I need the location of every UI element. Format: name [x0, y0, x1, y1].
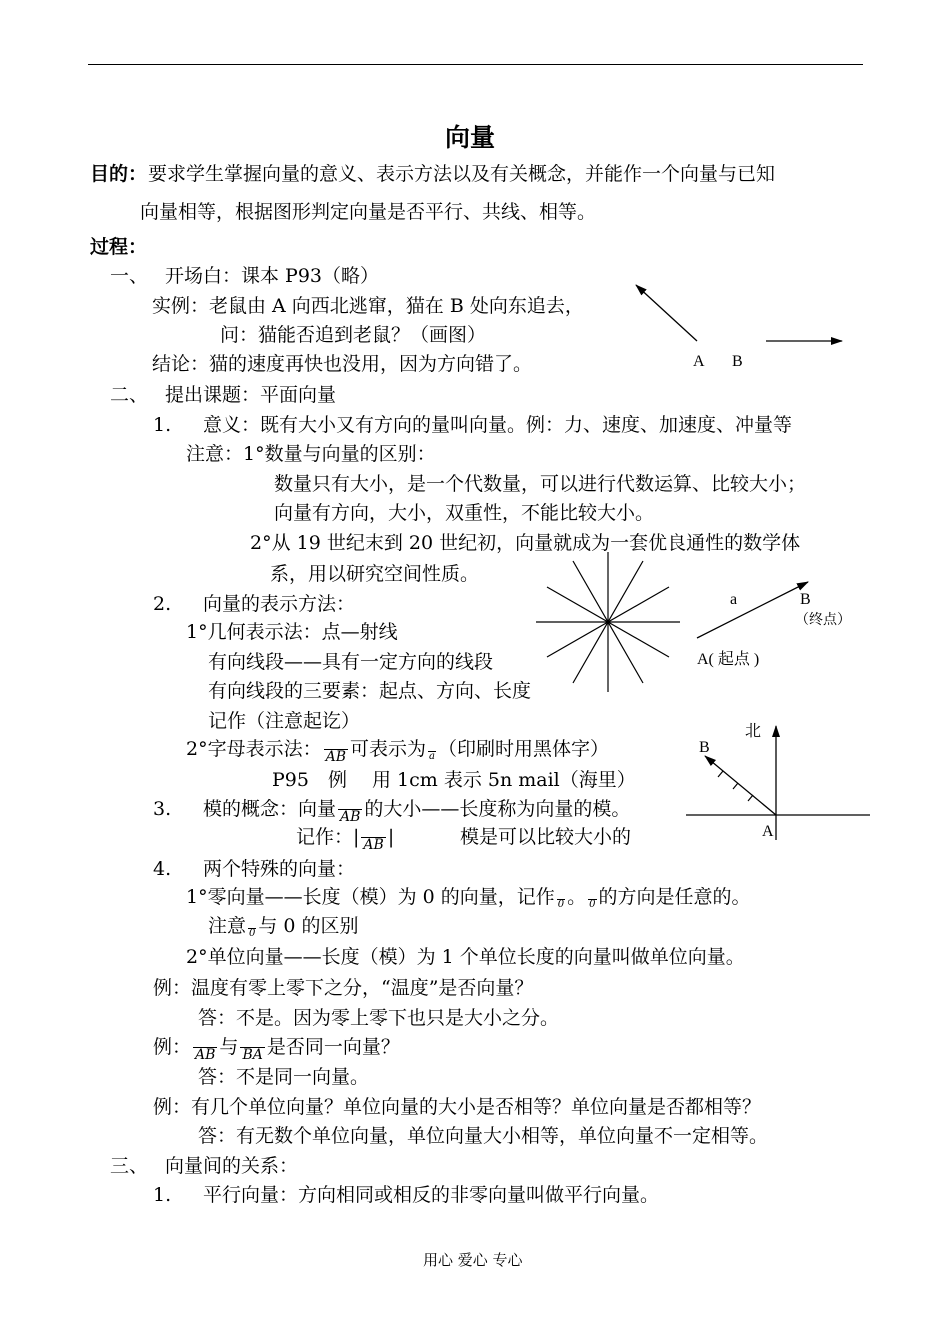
zero-note-post: 与 0 的区别 [258, 915, 359, 937]
s2-p1-text: 意义：既有大小又有方向的量叫向量。例：力、速度、加速度、冲量等 [203, 414, 793, 436]
vector-arrow-a [697, 582, 808, 638]
vector-ab: AB [363, 837, 384, 853]
fig4-label-b: B [699, 739, 710, 756]
process-label: 过程： [90, 236, 148, 258]
fig3-label-a: a [730, 591, 738, 608]
figure-ray-star [536, 552, 680, 692]
letter-mid: 可表示为 [350, 738, 427, 760]
vector-ab: AB [195, 1047, 216, 1063]
vector-zero: 0 [557, 899, 565, 910]
example-2-answer: 答：不是同一向量。 [198, 1066, 370, 1088]
zero-post: 的方向是任意的。 [598, 886, 751, 908]
section-1-question: 问：猫能否追到老鼠？（画图） [220, 324, 487, 346]
vector-ba: BA [242, 1047, 263, 1063]
fig3-label-end: （终点） [795, 613, 851, 628]
figure-directed-segment [697, 582, 851, 668]
fig3-label-b: B [800, 591, 811, 608]
s2-p2-three: 有向线段的三要素：起点、方向、长度 [208, 680, 532, 702]
figure-mouse-cat [636, 285, 842, 370]
mouse-direction-arrow [636, 285, 697, 341]
s2-p2-number: 2. [153, 593, 172, 615]
purpose-label: 目的： [90, 163, 148, 185]
s2-p4-heading: 两个特殊的向量： [203, 858, 356, 880]
s2-p3-number: 3. [153, 798, 172, 820]
fig1-label-a: A [693, 353, 705, 370]
s2-p1-n2b: 系，用以研究空间性质。 [270, 563, 480, 585]
ex2-post: 是否同一向量？ [266, 1036, 400, 1058]
vector-zero: 0 [589, 899, 596, 910]
page-title: 向量 [445, 123, 496, 152]
fig3-label-start: A( 起点 ) [697, 651, 760, 668]
section-1-heading: 开场白：课本 P93（略） [165, 265, 380, 287]
s2-p1-n1b: 向量有方向，大小，双重性，不能比较大小。 [274, 502, 655, 524]
example-1-answer: 答：不是。因为零上零下也只是大小之分。 [198, 1007, 560, 1029]
s2-p2-p95: P95 例 用 1cm 表示 5n mail（海里） [272, 769, 636, 791]
zero-pre: 1°零向量——长度（模）为 0 的向量，记作 [186, 886, 555, 908]
section-1-conclusion: 结论：猫的速度再快也没用，因为方向错了。 [152, 353, 533, 375]
purpose-line-2: 向量相等，根据图形判定向量是否平行、共线、相等。 [140, 201, 597, 223]
vector-ab: AB [340, 809, 361, 825]
fig4-label-north: 北 [745, 723, 762, 740]
zero-note-pre: 注意 [208, 915, 247, 937]
s2-p1-n1a: 数量只有大小，是一个代数量，可以进行代数运算、比较大小； [274, 473, 807, 495]
example-3-question: 例：有几个单位向量？单位向量的大小是否相等？单位向量是否都相等？ [153, 1096, 762, 1118]
modulus-pre: 模的概念：向量 [203, 798, 337, 820]
vector-ab: AB [325, 749, 346, 765]
s2-p3-note-tail: 模是可以比较大小的 [460, 826, 632, 848]
purpose-line-1: 要求学生掌握向量的意义、表示方法以及有关概念，并能作一个向量与已知 [148, 163, 776, 185]
ex2-mid: 与 [219, 1036, 239, 1058]
s2-p2-geo: 1°几何表示法：点—射线 [186, 621, 398, 643]
example-1-question: 例：温度有零上零下之分，“温度”是否向量？ [153, 977, 534, 999]
modulus-post: 的大小——长度称为向量的模。 [364, 798, 631, 820]
section-2-heading: 提出课题：平面向量 [165, 384, 337, 406]
s2-p4-number: 4. [153, 858, 172, 880]
vector-zero: 0 [249, 928, 256, 939]
s2-p2-heading: 向量的表示方法： [203, 593, 356, 615]
vector-ab-arrow [705, 756, 776, 815]
s2-p2-seg: 有向线段——具有一定方向的线段 [208, 651, 494, 673]
vector-a: a [429, 751, 435, 762]
s3-p1-text: 平行向量：方向相同或相反的非零向量叫做平行向量。 [203, 1184, 660, 1206]
s2-p1-note: 注意：1°数量与向量的区别： [186, 443, 436, 465]
zero-mid: 。 [567, 886, 587, 908]
letter-prefix: 2°字母表示法： [186, 738, 322, 760]
s2-p1-n2a: 2°从 19 世纪末到 20 世纪初，向量就成为一套优良通性的数学体 [250, 532, 801, 554]
section-3-heading: 向量间的关系： [165, 1155, 299, 1177]
fig1-label-b: B [732, 353, 743, 370]
page-footer: 用心 爱心 专心 [423, 1251, 523, 1269]
s2-p2-note: 记作（注意起讫） [208, 710, 361, 732]
section-3-number: 三、 [110, 1155, 149, 1177]
section-2-number: 二、 [110, 384, 149, 406]
fig4-label-a: A [762, 823, 774, 840]
modulus-note-post: | [387, 826, 395, 848]
example-3-answer: 答：有无数个单位向量，单位向量大小相等，单位向量不一定相等。 [198, 1125, 769, 1147]
modulus-note-pre: 记作：| [296, 826, 360, 848]
letter-post: （印刷时用黑体字） [437, 738, 609, 760]
s2-p1-number: 1. [153, 414, 172, 436]
section-1-number: 一、 [110, 265, 149, 287]
s2-p4-unit: 2°单位向量——长度（模）为 1 个单位长度的向量叫做单位向量。 [186, 946, 745, 968]
section-1-example: 实例：老鼠由 A 向西北逃窜，猫在 B 处向东追去， [152, 295, 584, 317]
s3-p1-number: 1. [153, 1184, 172, 1206]
ex2-pre: 例： [153, 1036, 192, 1058]
figure-compass-vector [686, 722, 870, 840]
